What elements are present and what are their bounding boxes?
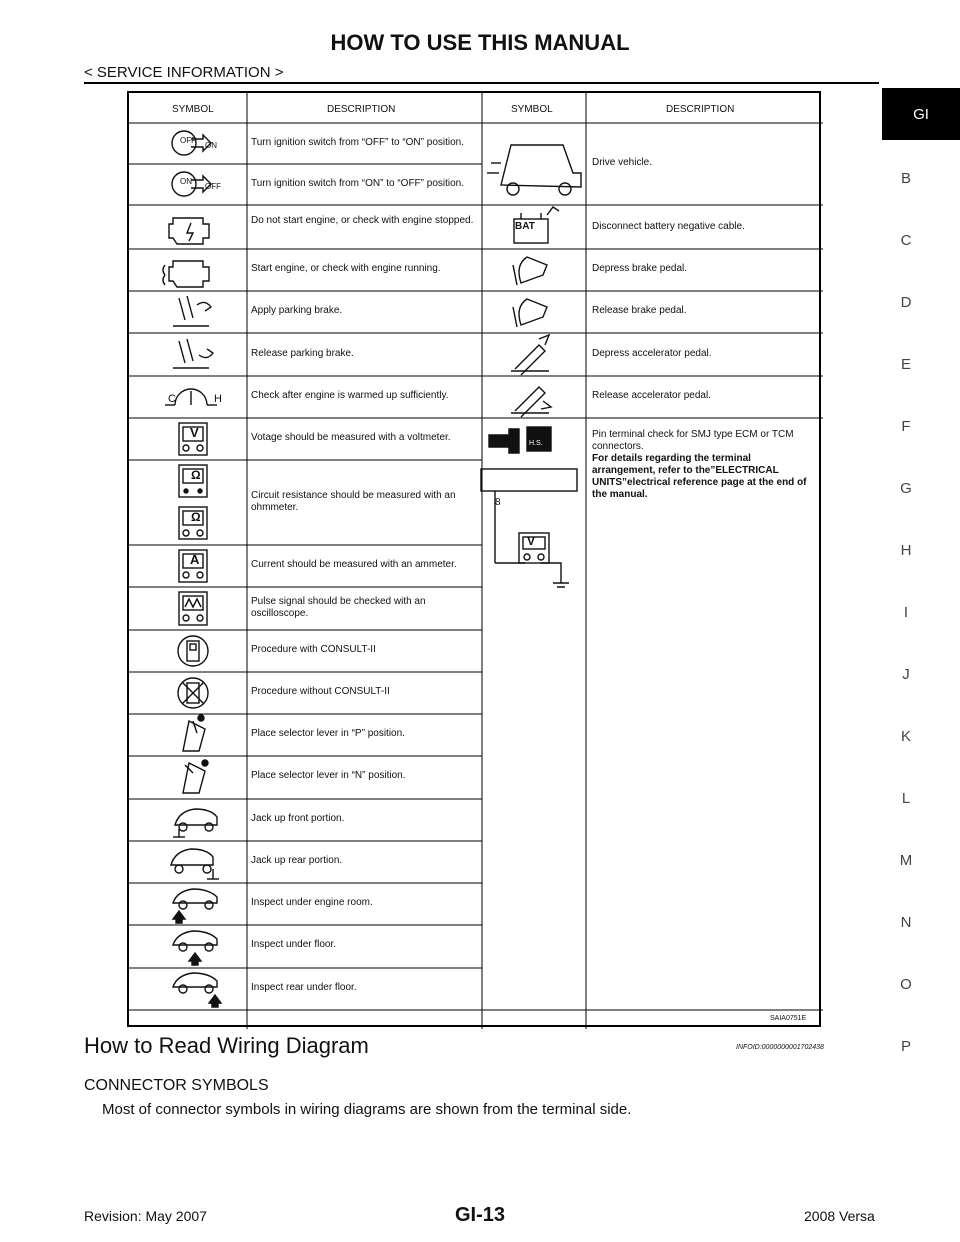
icon-label: V <box>190 425 199 440</box>
icon-label: 8 <box>495 497 501 508</box>
under-engine-icon <box>173 889 217 923</box>
icon-label: ON <box>180 177 192 186</box>
table-row-description: Release accelerator pedal. <box>592 390 711 401</box>
engine-running-icon <box>163 261 209 287</box>
jack-front-icon <box>173 809 217 837</box>
table-row-description: Inspect under engine room. <box>251 897 373 908</box>
table-row-description: Release parking brake. <box>251 348 354 359</box>
release-brake-icon <box>513 299 547 327</box>
release-accelerator-icon <box>511 387 551 417</box>
under-rear-icon <box>173 973 221 1007</box>
icon-label: C <box>168 393 176 405</box>
table-row-description: Depress brake pedal. <box>592 263 688 274</box>
page-title: HOW TO USE THIS MANUAL <box>330 30 630 55</box>
side-index-letter[interactable]: C <box>900 232 912 249</box>
side-index-letter[interactable]: B <box>900 170 911 187</box>
col-header-symbol-1: SYMBOL <box>172 104 214 115</box>
table-row-description: Apply parking brake. <box>251 305 343 316</box>
depress-accelerator-icon <box>511 335 549 375</box>
side-index-letter[interactable]: H <box>900 542 912 559</box>
icon-label: H <box>214 393 222 405</box>
section-subtitle: CONNECTOR SYMBOLS <box>84 1077 269 1094</box>
table-row-description: Check after engine is warmed up sufficiently. <box>251 390 449 401</box>
side-index-letter[interactable]: D <box>900 294 912 311</box>
side-index-letter[interactable]: E <box>900 356 911 373</box>
table-row-description: Inspect under floor. <box>251 939 337 950</box>
side-index-letter[interactable]: J <box>902 666 910 683</box>
table-row-description: Votage should be measured with a voltmeter. <box>251 432 451 443</box>
col-header-symbol-2: SYMBOL <box>511 104 553 115</box>
consult-icon <box>178 636 208 666</box>
table-row-description: Procedure without CONSULT-II <box>251 686 390 697</box>
section-body: Most of connector symbols in wiring diagrams are shown from the terminal side. <box>102 1101 632 1118</box>
table-row-description: Jack up rear portion. <box>251 855 343 866</box>
section-title: How to Read Wiring Diagram <box>84 1033 369 1058</box>
oscilloscope-icon <box>179 592 207 625</box>
under-floor-icon <box>173 931 217 965</box>
side-index-letter[interactable]: N <box>900 914 912 931</box>
table-row-description: Pulse signal should be checked with an oscilloscope. <box>251 596 426 619</box>
table-row-description: Depress accelerator pedal. <box>592 348 712 359</box>
side-index-letter[interactable]: K <box>900 728 911 745</box>
table-row-description-bold: For details regarding the terminal arrangement, refer to the”ELECTRICAL UNITS”electrical reference page at the end of the manual. <box>592 453 807 500</box>
depress-brake-icon <box>513 257 547 285</box>
table-row-description: Do not start engine, or check with engine stopped. <box>251 215 474 226</box>
figure-id: SAIA0751E <box>770 1015 807 1022</box>
footer-page-number: GI-13 <box>454 1204 506 1226</box>
side-index-letter[interactable]: G <box>900 480 912 497</box>
footer-model: 2008 Versa <box>804 1208 875 1224</box>
release-parking-brake-icon <box>173 339 213 368</box>
table-row-description: Place selector lever in “P” position. <box>251 728 405 739</box>
table-row-description: Circuit resistance should be measured with an ohmmeter. <box>251 490 456 513</box>
engine-stopped-icon <box>169 218 209 244</box>
side-tab-active[interactable]: GI <box>882 88 960 140</box>
icon-label: Ω <box>191 468 201 482</box>
drive-vehicle-icon <box>487 145 581 195</box>
icon-label: BAT <box>515 221 535 232</box>
side-index-letter[interactable]: I <box>903 604 909 621</box>
header-rule <box>84 82 879 84</box>
table-row-description: Pin terminal check for SMJ type ECM or TCM connectors. <box>592 429 794 452</box>
symbol-table-grid <box>129 93 823 1029</box>
side-index-letter[interactable]: F <box>901 418 911 435</box>
table-row-description: Procedure with CONSULT-II <box>251 644 376 655</box>
apply-parking-brake-icon <box>173 296 211 326</box>
table-row-description: Start engine, or check with engine running. <box>251 263 441 274</box>
table-row-description: Turn ignition switch from “OFF” to “ON” position. <box>251 137 465 148</box>
table-row-description: Jack up front portion. <box>251 813 345 824</box>
icon-label: ON <box>205 141 217 150</box>
table-row-description: Inspect rear under floor. <box>251 982 357 993</box>
icon-label: A <box>190 552 200 567</box>
footer-revision: Revision: May 2007 <box>84 1208 207 1224</box>
info-id: INFOID:0000000001702438 <box>736 1044 824 1051</box>
icon-label: H.S. <box>529 440 543 447</box>
table-row-description: Disconnect battery negative cable. <box>592 221 745 232</box>
page-subtitle: < SERVICE INFORMATION > <box>84 64 284 81</box>
table-row-description: Turn ignition switch from “ON” to “OFF” position. <box>251 178 465 189</box>
side-index-letter[interactable]: L <box>901 790 911 807</box>
table-row-description: Place selector lever in “N” position. <box>251 770 406 781</box>
no-consult-icon <box>178 678 208 708</box>
selector-n-icon <box>183 760 208 793</box>
table-row-description: Current should be measured with an ammeter. <box>251 559 457 570</box>
side-index-letter[interactable]: M <box>899 852 913 869</box>
jack-rear-icon <box>171 849 219 879</box>
icon-label: V <box>527 534 536 548</box>
col-header-description-1: DESCRIPTION <box>327 104 396 115</box>
side-index-letter[interactable]: O <box>900 976 912 993</box>
table-row-description: Drive vehicle. <box>592 157 653 168</box>
side-index-letter[interactable]: P <box>900 1038 911 1055</box>
icon-label: OFF <box>205 182 221 191</box>
table-row-description: Release brake pedal. <box>592 305 687 316</box>
icon-label: Ω <box>191 510 201 524</box>
icon-label: OFF <box>180 136 196 145</box>
selector-p-icon <box>183 715 205 751</box>
col-header-description-2: DESCRIPTION <box>666 104 735 115</box>
